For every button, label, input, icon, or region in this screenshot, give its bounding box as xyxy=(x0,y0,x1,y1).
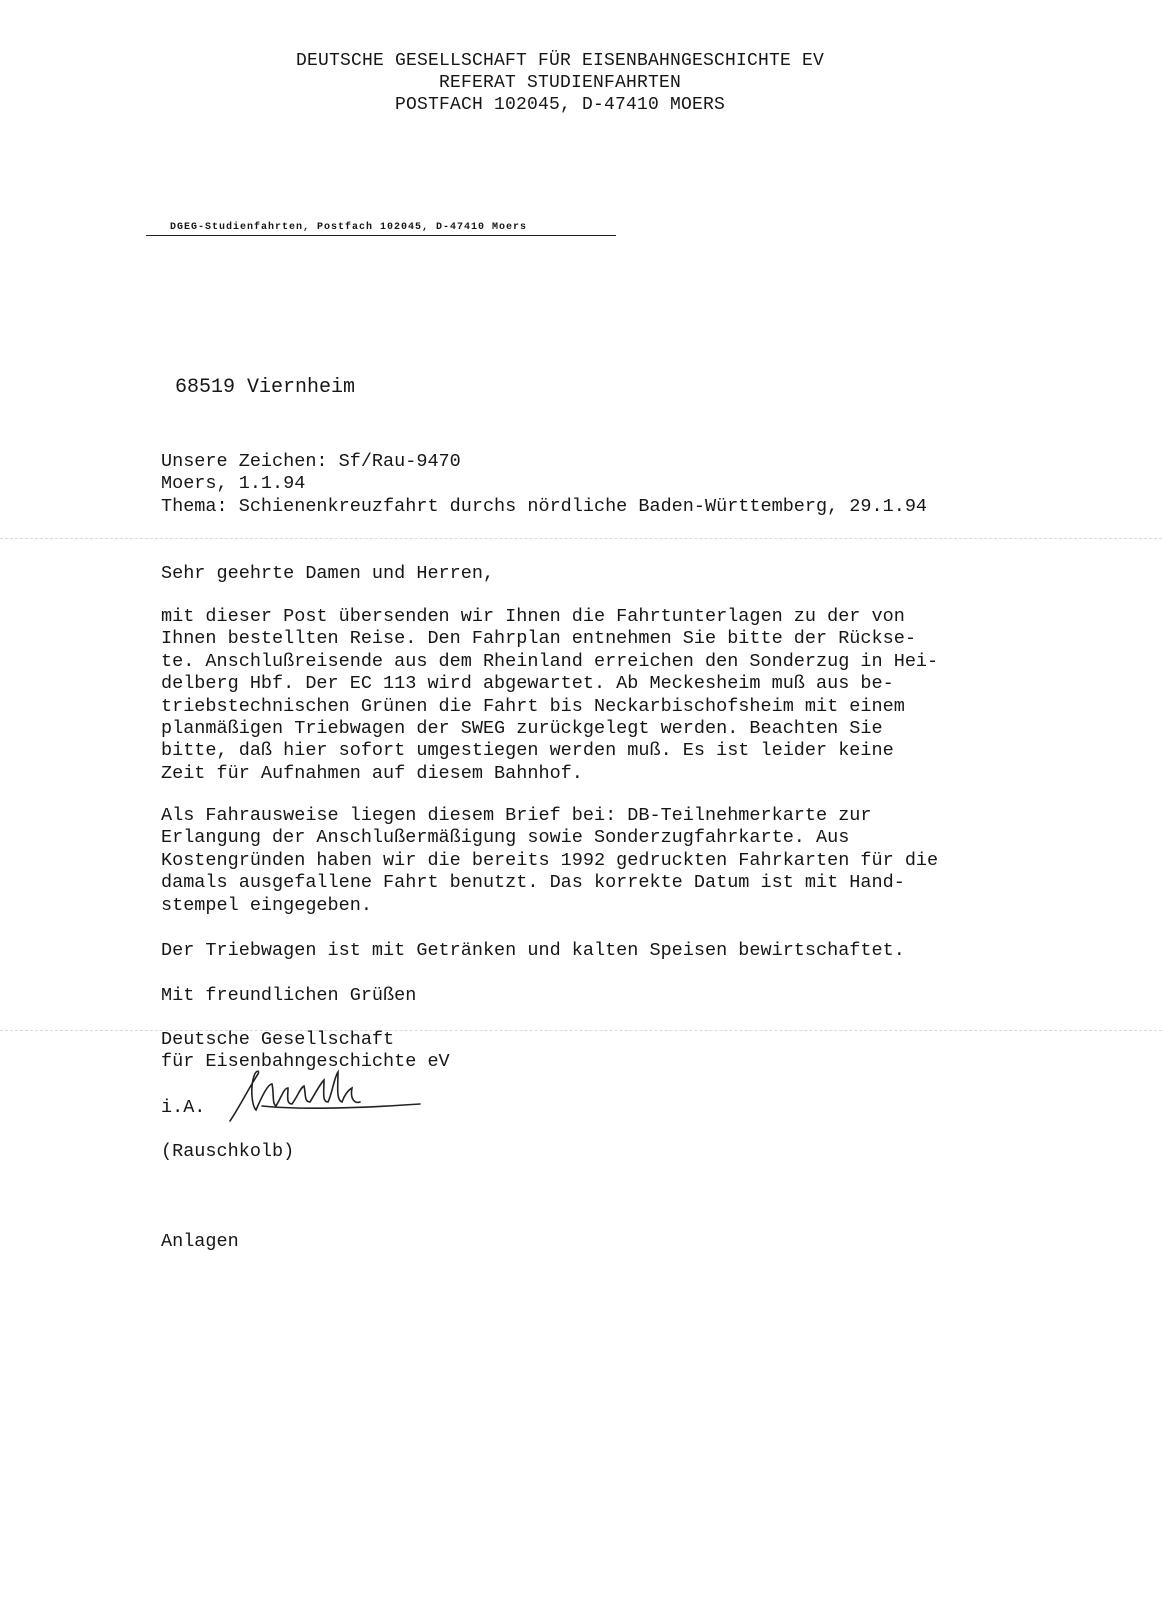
sender-divider xyxy=(146,235,616,236)
enclosures-label: Anlagen xyxy=(161,1231,239,1252)
paragraph-line: delberg Hbf. Der EC 113 wird abgewartet. Ab Meckesheim muß aus be- xyxy=(161,673,894,695)
org-line: für Eisenbahngeschichte eV xyxy=(161,1051,450,1073)
letterhead-line-2: REFERAT STUDIENFAHRTEN xyxy=(438,73,682,93)
paragraph-line: Kostengründen haben wir die bereits 1992 gedruckten Fahrkarten für die xyxy=(161,849,939,871)
org-line: Deutsche Gesellschaft xyxy=(161,1029,395,1050)
fold-line xyxy=(0,538,1162,539)
letterhead-line-1: DEUTSCHE GESELLSCHAFT FÜR EISENBAHNGESCHICHTE EV xyxy=(295,51,825,71)
reference-block xyxy=(161,451,927,518)
handwritten-signature xyxy=(222,1066,422,1126)
letterhead xyxy=(0,50,1120,116)
letterhead-line-3: POSTFACH 102045, D-47410 MOERS xyxy=(394,95,726,115)
paragraph-line: mit dieser Post übersenden wir Ihnen die Fahrtunterlagen zu der von xyxy=(161,606,905,627)
ia-label: i.A. xyxy=(161,1097,206,1118)
sender-return-address: DGEG-Studienfahrten, Postfach 102045, D-47410 Moers xyxy=(170,222,528,233)
paragraph-line: Zeit für Aufnahmen auf diesem Bahnhof. xyxy=(161,762,583,784)
paragraph-line: Erlangung der Anschlußermäßigung sowie Sonderzugfahrkarte. Aus xyxy=(161,827,850,849)
reference-zeichen: Unsere Zeichen: Sf/Rau-9470 xyxy=(161,451,461,472)
recipient-address: 68519 Viernheim xyxy=(175,376,356,399)
subject-line: Thema: Schienenkreuzfahrt durchs nördliche Baden-Württemberg, 29.1.94 xyxy=(161,495,928,517)
paragraph-line: te. Anschlußreisende aus dem Rheinland erreichen den Sonderzug in Hei- xyxy=(161,650,939,672)
paragraph-3: Der Triebwagen ist mit Getränken und kalten Speisen bewirtschaftet. xyxy=(161,940,905,961)
signer-name: (Rauschkolb) xyxy=(161,1141,295,1162)
closing: Mit freundlichen Grüßen xyxy=(161,985,417,1006)
paragraph-line: Ihnen bestellten Reise. Den Fahrplan entnehmen Sie bitte der Rückse- xyxy=(161,628,916,650)
paragraph-line: triebstechnischen Grünen die Fahrt bis Neckarbischofsheim mit einem xyxy=(161,695,905,717)
place-date: Moers, 1.1.94 xyxy=(161,473,306,495)
paragraph-line: bitte, daß hier sofort umgestiegen werden muß. Es ist leider keine xyxy=(161,740,894,762)
paragraph-line: damals ausgefallene Fahrt benutzt. Das korrekte Datum ist mit Hand- xyxy=(161,872,905,894)
paragraph-line: stempel eingegeben. xyxy=(161,894,372,916)
paragraph-2 xyxy=(161,805,938,917)
paragraph-1 xyxy=(161,606,938,785)
paragraph-line: Als Fahrausweise liegen diesem Brief bei: DB-Teilnehmerkarte zur xyxy=(161,805,872,826)
salutation: Sehr geehrte Damen und Herren, xyxy=(161,563,495,584)
paragraph-line: planmäßigen Triebwagen der SWEG zurückgelegt werden. Beachten Sie xyxy=(161,718,883,740)
